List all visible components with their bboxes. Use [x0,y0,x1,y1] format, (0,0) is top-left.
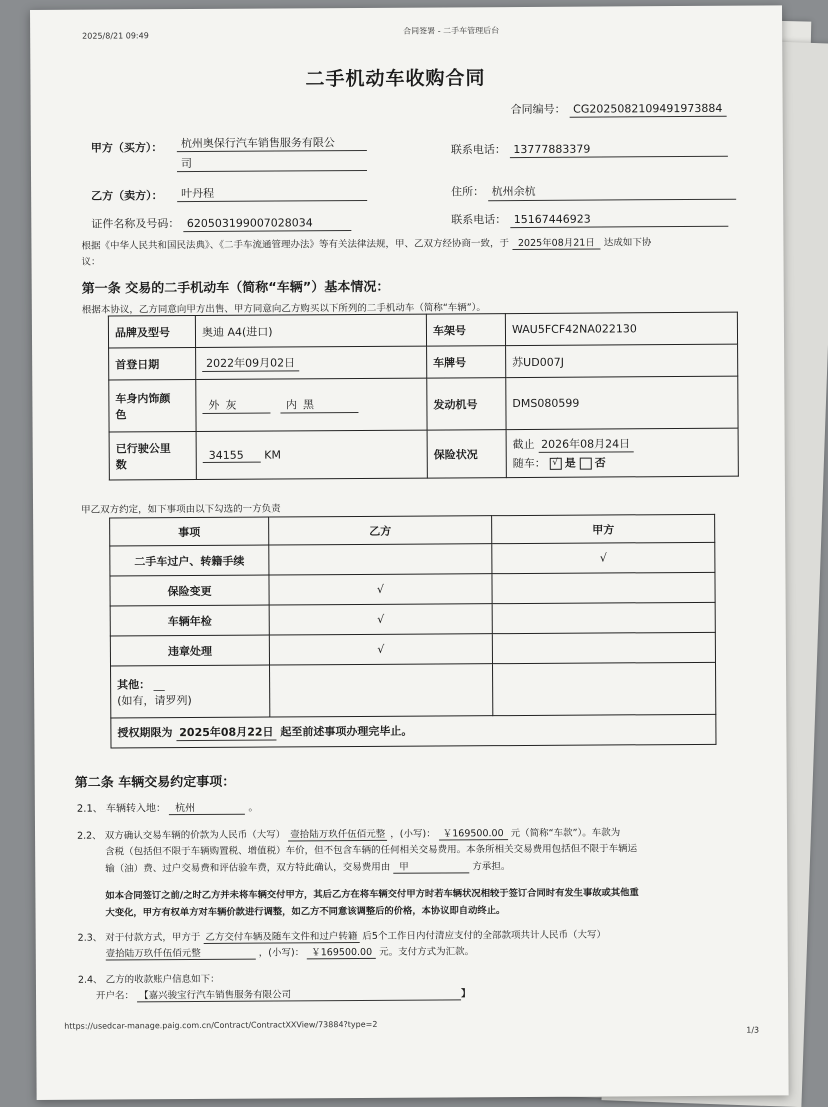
auth-label: 授权期限为 [117,726,173,740]
contract-number: CG2025082109491973884 [569,102,726,118]
insurance-until-row [513,435,732,453]
plate-value: 苏UD007J [506,344,738,377]
reg-date-cell [196,346,427,379]
party-b-phone-row [451,210,728,229]
duty-other-note: (如有，请罗列) [117,693,192,707]
party-b-id: 620503199007028034 [183,216,351,232]
print-date: 2025/8/21 09:49 [82,31,149,41]
footer-url: https://usedcar-manage.paig.com.cn/Contract/ContractXXView/73884?type=2 [64,1019,378,1031]
duty-other-label: 其他： [117,677,151,691]
party-a-name-line2: 司 [177,154,367,172]
mileage-cell [196,430,427,479]
no-checkbox [579,458,591,470]
payee-row [96,985,471,1002]
party-b-phone: 15167446923 [510,212,728,228]
duty-b-check: √ [269,604,492,635]
clause-2-2-text2: ，(小写)： [390,828,436,840]
duty-item: 违章处理 [110,635,269,666]
auth-suffix: 起至前述事项办理完毕止。 [280,724,413,739]
bold-clause-line2: 大变化，甲方有权单方对车辆价款进行调整，如乙方不同意该调整后的价格，本协议即自动终止。 [105,905,506,919]
article1-title: 第一条 交易的二手机动车（简称“车辆”）基本情况： [81,279,390,297]
duties-table [109,514,716,749]
clause-2-2-amount-cn: 壹拾陆万玖仟伍佰元整 [288,826,387,842]
no-label: 否 [594,456,606,470]
duty-b-check: √ [269,574,492,605]
duties-intro: 甲乙双方约定，如下事项由以下勾选的一方负责 [81,503,281,516]
clause-2-1 [77,799,259,816]
color-label-line2: 色 [115,407,127,421]
yes-checkbox: √ [549,458,561,470]
color-label [109,379,196,432]
duty-row [110,602,715,636]
party-a-label: 甲方（买方）： [90,141,163,155]
vehicle-info-table [108,312,739,481]
insurance-until: 2026年08月24日 [538,435,633,453]
duty-item: 车辆年检 [110,605,269,636]
intro-line1 [81,234,651,252]
clause-2-3-text1: 对于付款方式，甲方于 [105,931,201,944]
duty-other-row [111,662,716,718]
duty-item: 二手车过户、转籍手续 [110,545,269,576]
color-cell [196,378,427,431]
engine-label: 发动机号 [427,378,506,430]
contract-page [30,5,789,1100]
clause-2-2-line3b: 方承担。 [472,861,511,873]
party-b-id-row [91,214,351,233]
contract-number-row [511,100,727,118]
vin-label: 车架号 [426,314,505,346]
model-value: 奥迪 A4(进口) [195,314,426,347]
footer-page-number: 1/3 [746,1025,760,1035]
party-a-name-line1: 杭州奥保行汽车销售服务有限公 [177,134,367,152]
clause-2-3-line2 [106,943,474,960]
plate-label: 车牌号 [427,346,506,378]
mileage-label [109,431,196,480]
clause-2-3-amount-cn: 壹拾陆万玖仟伍佰元整 [106,945,256,961]
party-b-phone-label: 联系电话： [451,213,507,227]
payee-open-bracket: 【 [139,990,149,1002]
clause-2-2-party: 甲 [393,858,469,873]
intro-text2: 达成如下协 [603,237,652,249]
insurance-until-label: 截止 [512,437,535,452]
reg-date-label: 首登日期 [109,347,196,380]
duty-row [110,632,715,666]
clause-2-1-label: 车辆转入地： [105,803,167,815]
clause-2-2-num: 2.2、 [77,830,102,842]
intro-date: 2025年08月21日 [512,235,601,251]
color-outer: 外灰 [202,397,270,414]
party-b-address: 杭州余杭 [488,182,736,202]
clause-2-3-text3: ，(小写)： [258,947,305,959]
duty-item: 保险变更 [110,575,269,606]
payee-name: 嘉兴骏宝行汽车销售服务有限公司 [148,989,292,1002]
party-b-address-label: 住所： [451,185,485,199]
clause-2-3-condition: 乙方交付车辆及随车文件和过户转籍 [203,928,359,944]
clause-2-2-line3a: 输（油）费、过户交易费和评估验车费，双方特此确认，交易费用由 [105,861,391,875]
yes-label: 是 [564,456,576,470]
duty-b-check: √ [269,634,492,665]
party-b-address-row [451,182,736,202]
clause-2-2-text1: 双方确认交易车辆的价款为人民币（大写） [104,829,286,842]
color-label-line1: 车身内饰颜 [115,391,171,405]
duty-a-check [492,572,715,603]
duties-col-item: 事项 [110,517,269,546]
mileage-value: 34155 [203,448,261,462]
insurance-cell [506,428,738,477]
duty-row [110,542,715,576]
clause-2-2-line2: 含税（包括但不限于车辆购置税、增值税）车价，但不包含车辆的任何相关交易费用。本条所相关交易费用包括但不限于车辆运 [105,843,638,858]
duty-a-check [492,632,715,663]
engine-value: DMS080599 [506,376,738,429]
mileage-label-line2: 数 [115,457,127,471]
party-b-label: 乙方（卖方）： [91,189,163,203]
duty-other-b [270,664,493,717]
clause-2-3-line1 [78,926,606,944]
vin-value: WAU5FCF42NA022130 [505,312,737,345]
duty-other-a [493,662,716,715]
duty-a-check: √ [492,542,715,573]
duty-b-check [269,544,492,575]
mileage-unit: KM [264,447,281,462]
article1-desc: 根据本协议，乙方同意向甲方出售、甲方同意向乙方购买以下所列的二手机动车（简称“车辆”）。 [81,302,486,316]
duty-other-cell [111,665,270,718]
clause-2-3-num: 2.3、 [77,932,103,944]
insurance-label: 保险状况 [427,430,506,478]
party-b-id-label: 证件名称及号码： [91,217,180,231]
contract-number-label: 合同编号： [510,102,566,117]
contract-title: 二手机动车收购合同 [305,67,486,91]
auth-period-cell [111,714,716,748]
clause-2-4-text: 乙方的收款账户信息如下： [105,973,220,986]
bold-clause-line1: 如本合同签订之前/之时乙方并未将车辆交付甲方，其后乙方在将车辆交付甲方时若车辆状况相较于签订合同时有发生事故或其他重 [105,887,639,902]
payee-close-bracket: 】 [461,988,471,1000]
clause-2-3-text2: 后5个工作日内付清应支付的全部款项共计人民币（大写） [362,929,606,942]
clause-2-1-num: 2.1、 [76,803,103,815]
party-a-phone-label: 联系电话： [450,143,506,157]
duties-col-b: 乙方 [269,516,492,545]
party-b-name: 叶丹程 [177,184,367,202]
duties-col-a: 甲方 [492,514,715,543]
duty-a-check [492,602,715,633]
color-inner: 内黑 [280,396,358,413]
with-car-label: 随车： [512,456,546,471]
auth-date: 2025年08月22日 [176,724,276,742]
clause-2-2-amount: ￥169500.00 [439,825,508,840]
payee-label: 开户名： [95,990,135,1002]
intro-text1: 根据《中华人民共和国民法典》、《二手车流通管理办法》等有关法律法规，甲、乙双方经协商一致，于 [81,238,509,252]
duty-row [110,572,715,606]
clause-2-2-line3 [105,858,510,875]
with-car-row [513,454,732,471]
clause-2-4-num: 2.4、 [77,974,103,986]
party-a-phone: 13777883379 [509,142,727,158]
clause-2-1-end: 。 [248,802,259,814]
mileage-label-line1: 已行驶公里 [115,441,171,455]
print-page-title: 合同签署 - 二手车管理后台 [403,26,500,36]
clause-2-3-amount: ￥169500.00 [307,944,376,959]
clause-2-4 [78,971,220,986]
clause-2-1-value: 杭州 [169,799,245,815]
intro-text3: 议： [81,256,101,268]
party-a-phone-row [451,140,728,159]
reg-date-value: 2022年09月02日 [202,354,299,372]
payee-field [137,985,461,1002]
clause-2-3-text4: 元。支付方式为汇款。 [379,946,475,958]
clause-2-2-text3: 元（简称“车款”）。车款为 [510,827,621,840]
article2-title: 第二条 车辆交易约定事项： [74,774,236,791]
duty-other-value: __ [153,677,165,691]
model-label: 品牌及型号 [108,315,195,348]
